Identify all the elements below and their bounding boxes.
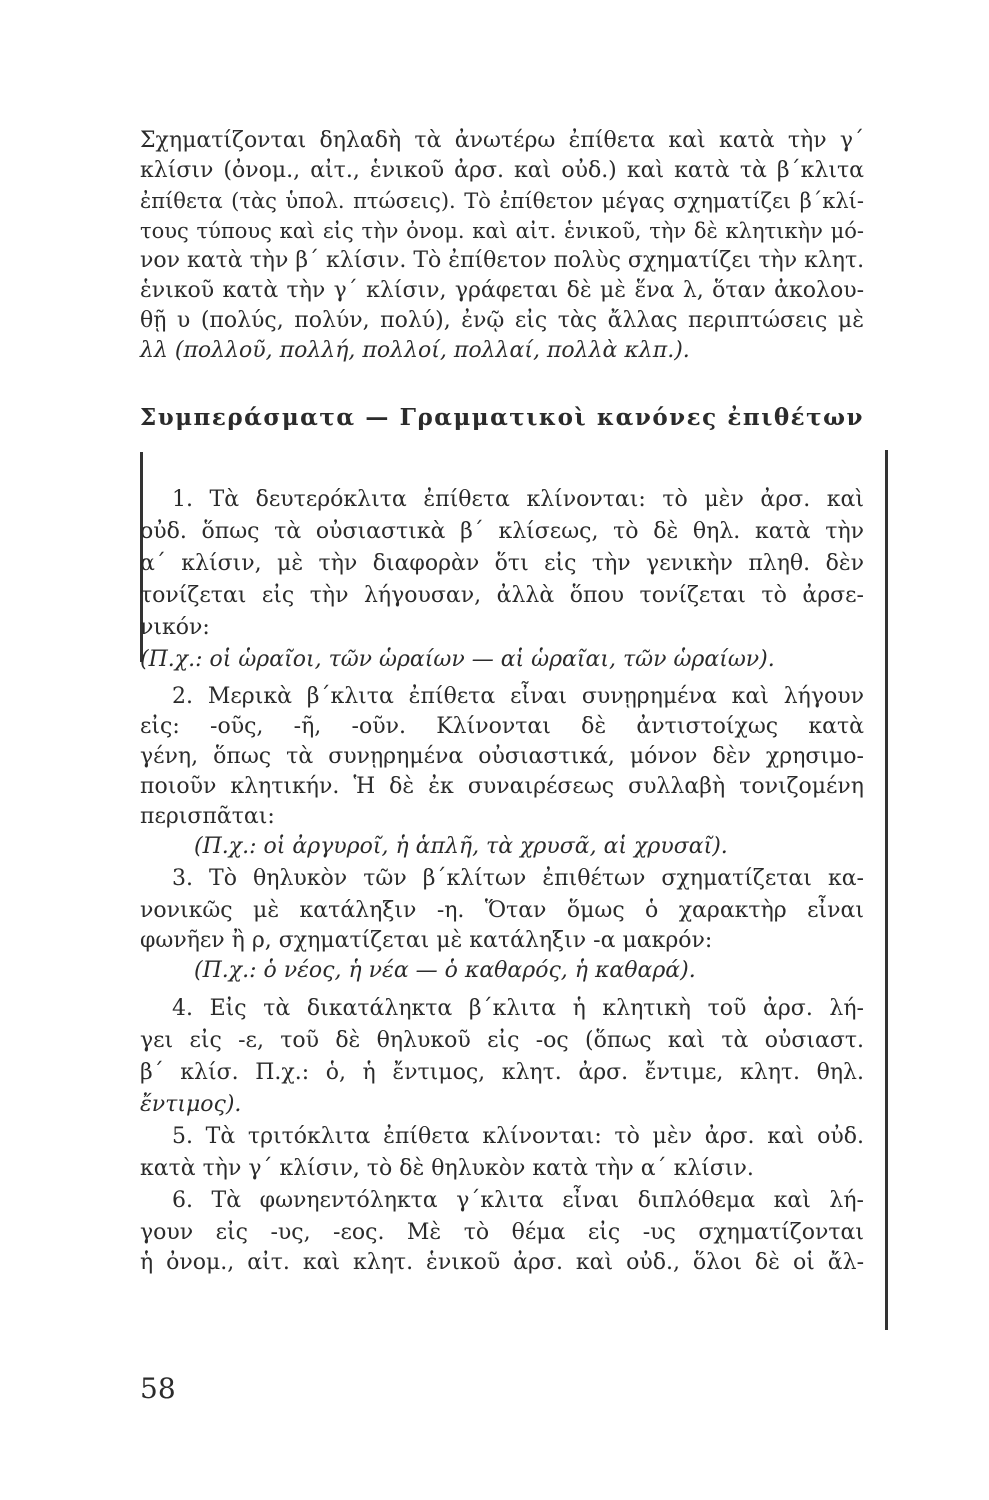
frame-rule-right (885, 450, 888, 1330)
rule-line: οὐδ. ὅπως τὰ οὐσιαστικὰ β΄ κλίσεως, τὸ δὲ θηλ. κατὰ τὴν (140, 519, 864, 544)
rule-example: (Π.χ.: οἱ ἀργυροῖ, ἡ ἁπλῆ, τὰ χρυσᾶ, αἱ χρυσαῖ). (194, 834, 728, 859)
intro-line: τους τύπους καὶ εἰς τὴν ὀνομ. καὶ αἰτ. ἑνικοῦ, τὴν δὲ κλητικὴν μό- (140, 219, 864, 243)
rule-line: περισπᾶται: (140, 804, 275, 829)
rule-line: νονικῶς μὲ κατάληξιν -η. Ὅταν ὅμως ὁ χαρακτὴρ εἶναι (140, 898, 864, 923)
section-heading: Συμπεράσματα — Γραμματικοὶ κανόνες ἐπιθέτων (140, 404, 864, 431)
rule-line: β΄ κλίσ. Π.χ.: ὁ, ἡ ἔντιμος, κλητ. ἀρσ. ἔντιμε, κλητ. θηλ. (140, 1060, 864, 1085)
rule-line: ἡ ὀνομ., αἰτ. καὶ κλητ. ἑνικοῦ ἀρσ. καὶ οὐδ., ὅλοι δὲ οἱ ἄλ- (140, 1250, 864, 1275)
rule-line: γουν εἰς -υς, -εος. Μὲ τὸ θέμα εἰς -υς σχηματίζονται (140, 1220, 864, 1245)
rule-line: γει εἰς -ε, τοῦ δὲ θηλυκοῦ εἰς -ος (ὅπως καὶ τὰ οὐσιαστ. (140, 1028, 864, 1053)
rule-line: εἰς: -οῦς, -ῆ, -οῦν. Κλίνονται δὲ ἀντιστοίχως κατὰ (140, 714, 864, 739)
intro-line: ἐπίθετα (τὰς ὑπολ. πτώσεις). Τὸ ἐπίθετον μέγας σχηματίζει β΄κλί- (140, 189, 864, 213)
intro-line: ἑνικοῦ κατὰ τὴν γ΄ κλίσιν, γράφεται δὲ μὲ ἕνα λ, ὅταν ἀκολου- (140, 278, 864, 303)
intro-line: θῇ υ (πολύς, πολύν, πολύ), ἐνῷ εἰς τὰς ἄλλας περιπτώσεις μὲ (140, 308, 864, 333)
rule-line: κατὰ τὴν γ΄ κλίσιν, τὸ δὲ θηλυκὸν κατὰ τὴν α΄ κλίσιν. (140, 1156, 754, 1181)
rule-example: (Π.χ.: οἱ ὡραῖοι, τῶν ὡραίων — αἱ ὡραῖαι, τῶν ὡραίων). (140, 647, 775, 672)
rule-line: νικόν: (140, 615, 210, 640)
rule-line: 2. Μερικὰ β΄κλιτα ἐπίθετα εἶναι συνῃρημένα καὶ λήγουν (172, 684, 864, 709)
intro-line: κλίσιν (ὀνομ., αἰτ., ἑνικοῦ ἀρσ. καὶ οὐδ.) καὶ κατὰ τὰ β΄κλιτα (140, 158, 864, 183)
rule-line: ἔντιμος). (140, 1092, 242, 1117)
intro-line: Σχηματίζονται δηλαδὴ τὰ ἀνωτέρω ἐπίθετα καὶ κατὰ τὴν γ΄ (140, 128, 864, 153)
intro-line: νον κατὰ τὴν β΄ κλίσιν. Τὸ ἐπίθετον πολὺς σχηματίζει τὴν κλητ. (140, 248, 865, 273)
rule-line: ποιοῦν κλητικήν. Ἡ δὲ ἐκ συναιρέσεως συλλαβὴ τονιζομένη (140, 774, 864, 799)
rule-line: 4. Εἰς τὰ δικατάληκτα β΄κλιτα ἡ κλητικὴ τοῦ ἀρσ. λή- (172, 996, 864, 1021)
rule-line: γένη, ὅπως τὰ συνῃρημένα οὐσιαστικά, μόνον δὲν χρησιμο- (140, 744, 864, 769)
rule-line: τονίζεται εἰς τὴν λήγουσαν, ἀλλὰ ὅπου τονίζεται τὸ ἀρσε- (140, 583, 864, 608)
rule-line: α΄ κλίσιν, μὲ τὴν διαφορὰν ὅτι εἰς τὴν γενικὴν πληθ. δὲν (140, 551, 864, 576)
rule-line: φωνῆεν ἢ ρ, σχηματίζεται μὲ κατάληξιν -α μακρόν: (140, 928, 713, 953)
page-number: 58 (140, 1372, 176, 1405)
rule-line: 6. Τὰ φωνηεντόληκτα γ΄κλιτα εἶναι διπλόθεμα καὶ λή- (172, 1188, 864, 1213)
rule-line: 5. Τὰ τριτόκλιτα ἐπίθετα κλίνονται: τὸ μὲν ἀρσ. καὶ οὐδ. (172, 1124, 864, 1149)
rule-example: (Π.χ.: ὁ νέος, ἡ νέα — ὁ καθαρός, ἡ καθαρά). (194, 958, 696, 983)
rule-line: 1. Τὰ δευτερόκλιτα ἐπίθετα κλίνονται: τὸ μὲν ἀρσ. καὶ (172, 487, 864, 512)
rule-line: 3. Τὸ θηλυκὸν τῶν β΄κλίτων ἐπιθέτων σχηματίζεται κα- (172, 866, 864, 891)
intro-line: λλ (πολλοῦ, πολλή, πολλοί, πολλαί, πολλὰ κλπ.). (140, 338, 690, 363)
